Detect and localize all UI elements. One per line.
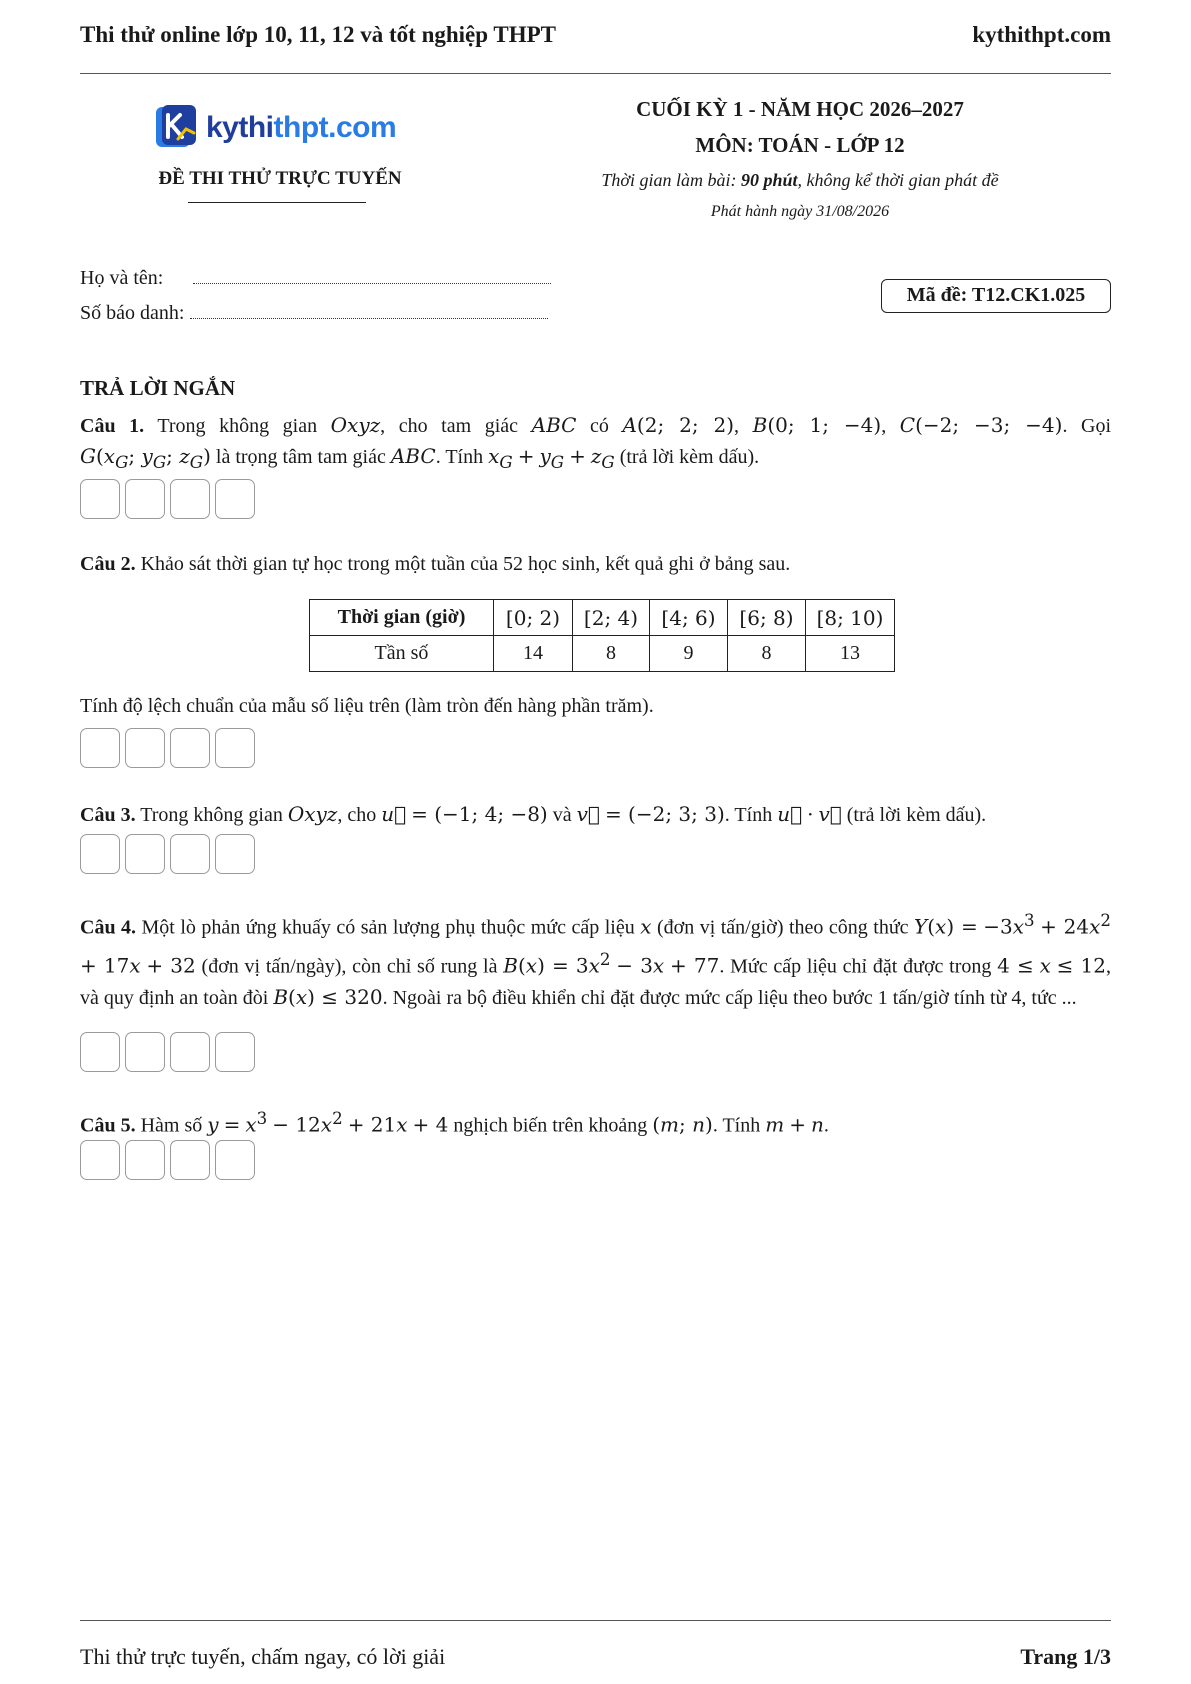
- header-divider: [80, 73, 1111, 74]
- logo-icon: [152, 103, 202, 153]
- question-3-label: Câu 3.: [80, 804, 136, 826]
- footer-divider: [80, 1620, 1111, 1621]
- logo-text-part1: kythi: [206, 111, 274, 144]
- table-cell: [4; 6): [650, 600, 728, 636]
- answer-box[interactable]: [80, 1032, 120, 1072]
- exam-time-prefix: Thời gian làm bài:: [601, 170, 741, 190]
- question-2-answer-boxes: [80, 728, 255, 768]
- table-cell: [2; 4): [573, 600, 650, 636]
- answer-box[interactable]: [215, 1140, 255, 1180]
- table-cell: 9: [650, 636, 728, 672]
- exam-time-suffix: , không kể thời gian phát đề: [797, 170, 999, 190]
- logo-text-part2: thpt.com: [273, 111, 397, 144]
- answer-box[interactable]: [80, 479, 120, 519]
- footer-tagline: Thi thử trực tuyến, chấm ngay, có lời giải: [80, 1644, 446, 1669]
- page-number: Trang 1/3: [1020, 1644, 1111, 1669]
- header-left-text: Thi thử online lớp 10, 11, 12 và tốt nghiệp THPT: [80, 22, 556, 47]
- question-1-label: Câu 1.: [80, 415, 145, 437]
- answer-box[interactable]: [125, 1032, 165, 1072]
- answer-box[interactable]: [170, 1140, 210, 1180]
- table-row: [310, 600, 895, 636]
- question-4-text: Câu 4. Một lò phản ứng khuấy có sản lượng phụ thuộc mức cấp liệu x (đơn vị tấn/giờ) theo công thức $Y(x) = -3x^3 + 24x^2 + 17x + 32$ (đơn vị tấn/ngày), còn chỉ số rung là $B(x) = 3x^2 - 3x + 77$. Mức cấp liệu chỉ đặt được trong 4 ≤ x ≤ 12, và quy định an toàn đòi B(x) ≤ 320. Ngoài ra bộ điều khiển chỉ đặt được mức cấp liệu theo bước 1 tấn/giờ tính từ 4, tức ...: [80, 911, 1111, 1010]
- exam-subject: MÔN: TOÁN - LỚP 12: [695, 133, 905, 157]
- question-2-body: Khảo sát thời gian tự học trong một tuần của 52 học sinh, kết quả ghi ở bảng sau.: [140, 553, 791, 575]
- table-cell: [8; 10): [806, 600, 895, 636]
- answer-box[interactable]: [80, 1140, 120, 1180]
- answer-box[interactable]: [170, 834, 210, 874]
- answer-box[interactable]: [215, 728, 255, 768]
- table-cell: [0; 2): [494, 600, 573, 636]
- question-5-label: Câu 5.: [80, 1114, 136, 1137]
- answer-box[interactable]: [170, 1032, 210, 1072]
- table-row: [310, 636, 895, 672]
- exam-release-date: Phát hành ngày 31/08/2026: [710, 203, 890, 220]
- exam-code-box: Mã đề: T12.CK1.025: [881, 279, 1111, 313]
- table-cell: 8: [573, 636, 650, 672]
- section-title: TRẢ LỜI NGẮN: [80, 376, 236, 400]
- answer-box[interactable]: [125, 479, 165, 519]
- name-blank: [193, 269, 551, 284]
- table-cell: 14: [494, 636, 573, 672]
- frequency-table: [309, 599, 895, 672]
- answer-box[interactable]: [80, 728, 120, 768]
- id-row: [80, 302, 548, 325]
- question-1-line2: $G(x_G$; $y_G$; $z_G$) là trọng tâm tam giác ABC. Tính $x_G + y_G + z_G$ (trả lời kèm dấu).: [80, 444, 760, 472]
- table-row-header: Thời gian (giờ): [310, 600, 494, 636]
- id-blank: [190, 304, 548, 319]
- exam-duration: [540, 170, 1060, 191]
- exam-time-value: 90 phút: [741, 170, 798, 190]
- table-row-header: Tần số: [310, 636, 494, 672]
- name-label: Họ và tên:: [80, 267, 164, 289]
- question-5-text: Câu 5. Hàm số $y = x^3 - 12x^2 + 21x + 4$ nghịch biến trên khoảng (m; n). Tính m + n.: [80, 1109, 829, 1137]
- header-site-link[interactable]: kythithpt.com: [972, 22, 1111, 47]
- question-2-text: [80, 549, 1111, 580]
- question-1-answer-boxes: [80, 479, 255, 519]
- answer-box[interactable]: [125, 1140, 165, 1180]
- question-4-answer-boxes: [80, 1032, 255, 1072]
- answer-box[interactable]: [125, 834, 165, 874]
- question-4-label: Câu 4.: [80, 916, 137, 939]
- question-2-label: Câu 2.: [80, 553, 136, 575]
- logo-subtitle: ĐỀ THI THỬ TRỰC TUYẾN: [158, 168, 402, 189]
- question-3-text: Câu 3. Trong không gian Oxyz, cho u⃗ = (−1; 4; −8) và v⃗ = (−2; 3; 3). Tính u⃗ · v⃗ (trả lời kèm dấu).: [80, 802, 987, 826]
- answer-box[interactable]: [215, 479, 255, 519]
- name-row: [80, 267, 551, 290]
- table-cell: 8: [728, 636, 806, 672]
- answer-box[interactable]: [125, 728, 165, 768]
- id-label: Số báo danh:: [80, 302, 185, 324]
- question-1-line1: Câu 1. Trong không gian Oxyz, cho tam giác ABC có A(2; 2; 2), B(0; 1; −4), C(−2; −3; −4). Gọi: [80, 413, 1112, 437]
- answer-box[interactable]: [215, 1032, 255, 1072]
- site-logo: [152, 102, 412, 154]
- answer-box[interactable]: [215, 834, 255, 874]
- answer-box[interactable]: [170, 479, 210, 519]
- exam-title: CUỐI KỲ 1 - NĂM HỌC 2026–2027: [636, 97, 964, 121]
- answer-box[interactable]: [170, 728, 210, 768]
- subtitle-underline: [188, 202, 366, 203]
- table-cell: [6; 8): [728, 600, 806, 636]
- question-2-after-text: Tính độ lệch chuẩn của mẫu số liệu trên (làm tròn đến hàng phần trăm).: [80, 695, 654, 717]
- logo-wordmark: [206, 111, 396, 145]
- table-cell: 13: [806, 636, 895, 672]
- answer-box[interactable]: [80, 834, 120, 874]
- question-5-answer-boxes: [80, 1140, 255, 1180]
- question-3-answer-boxes: [80, 834, 255, 874]
